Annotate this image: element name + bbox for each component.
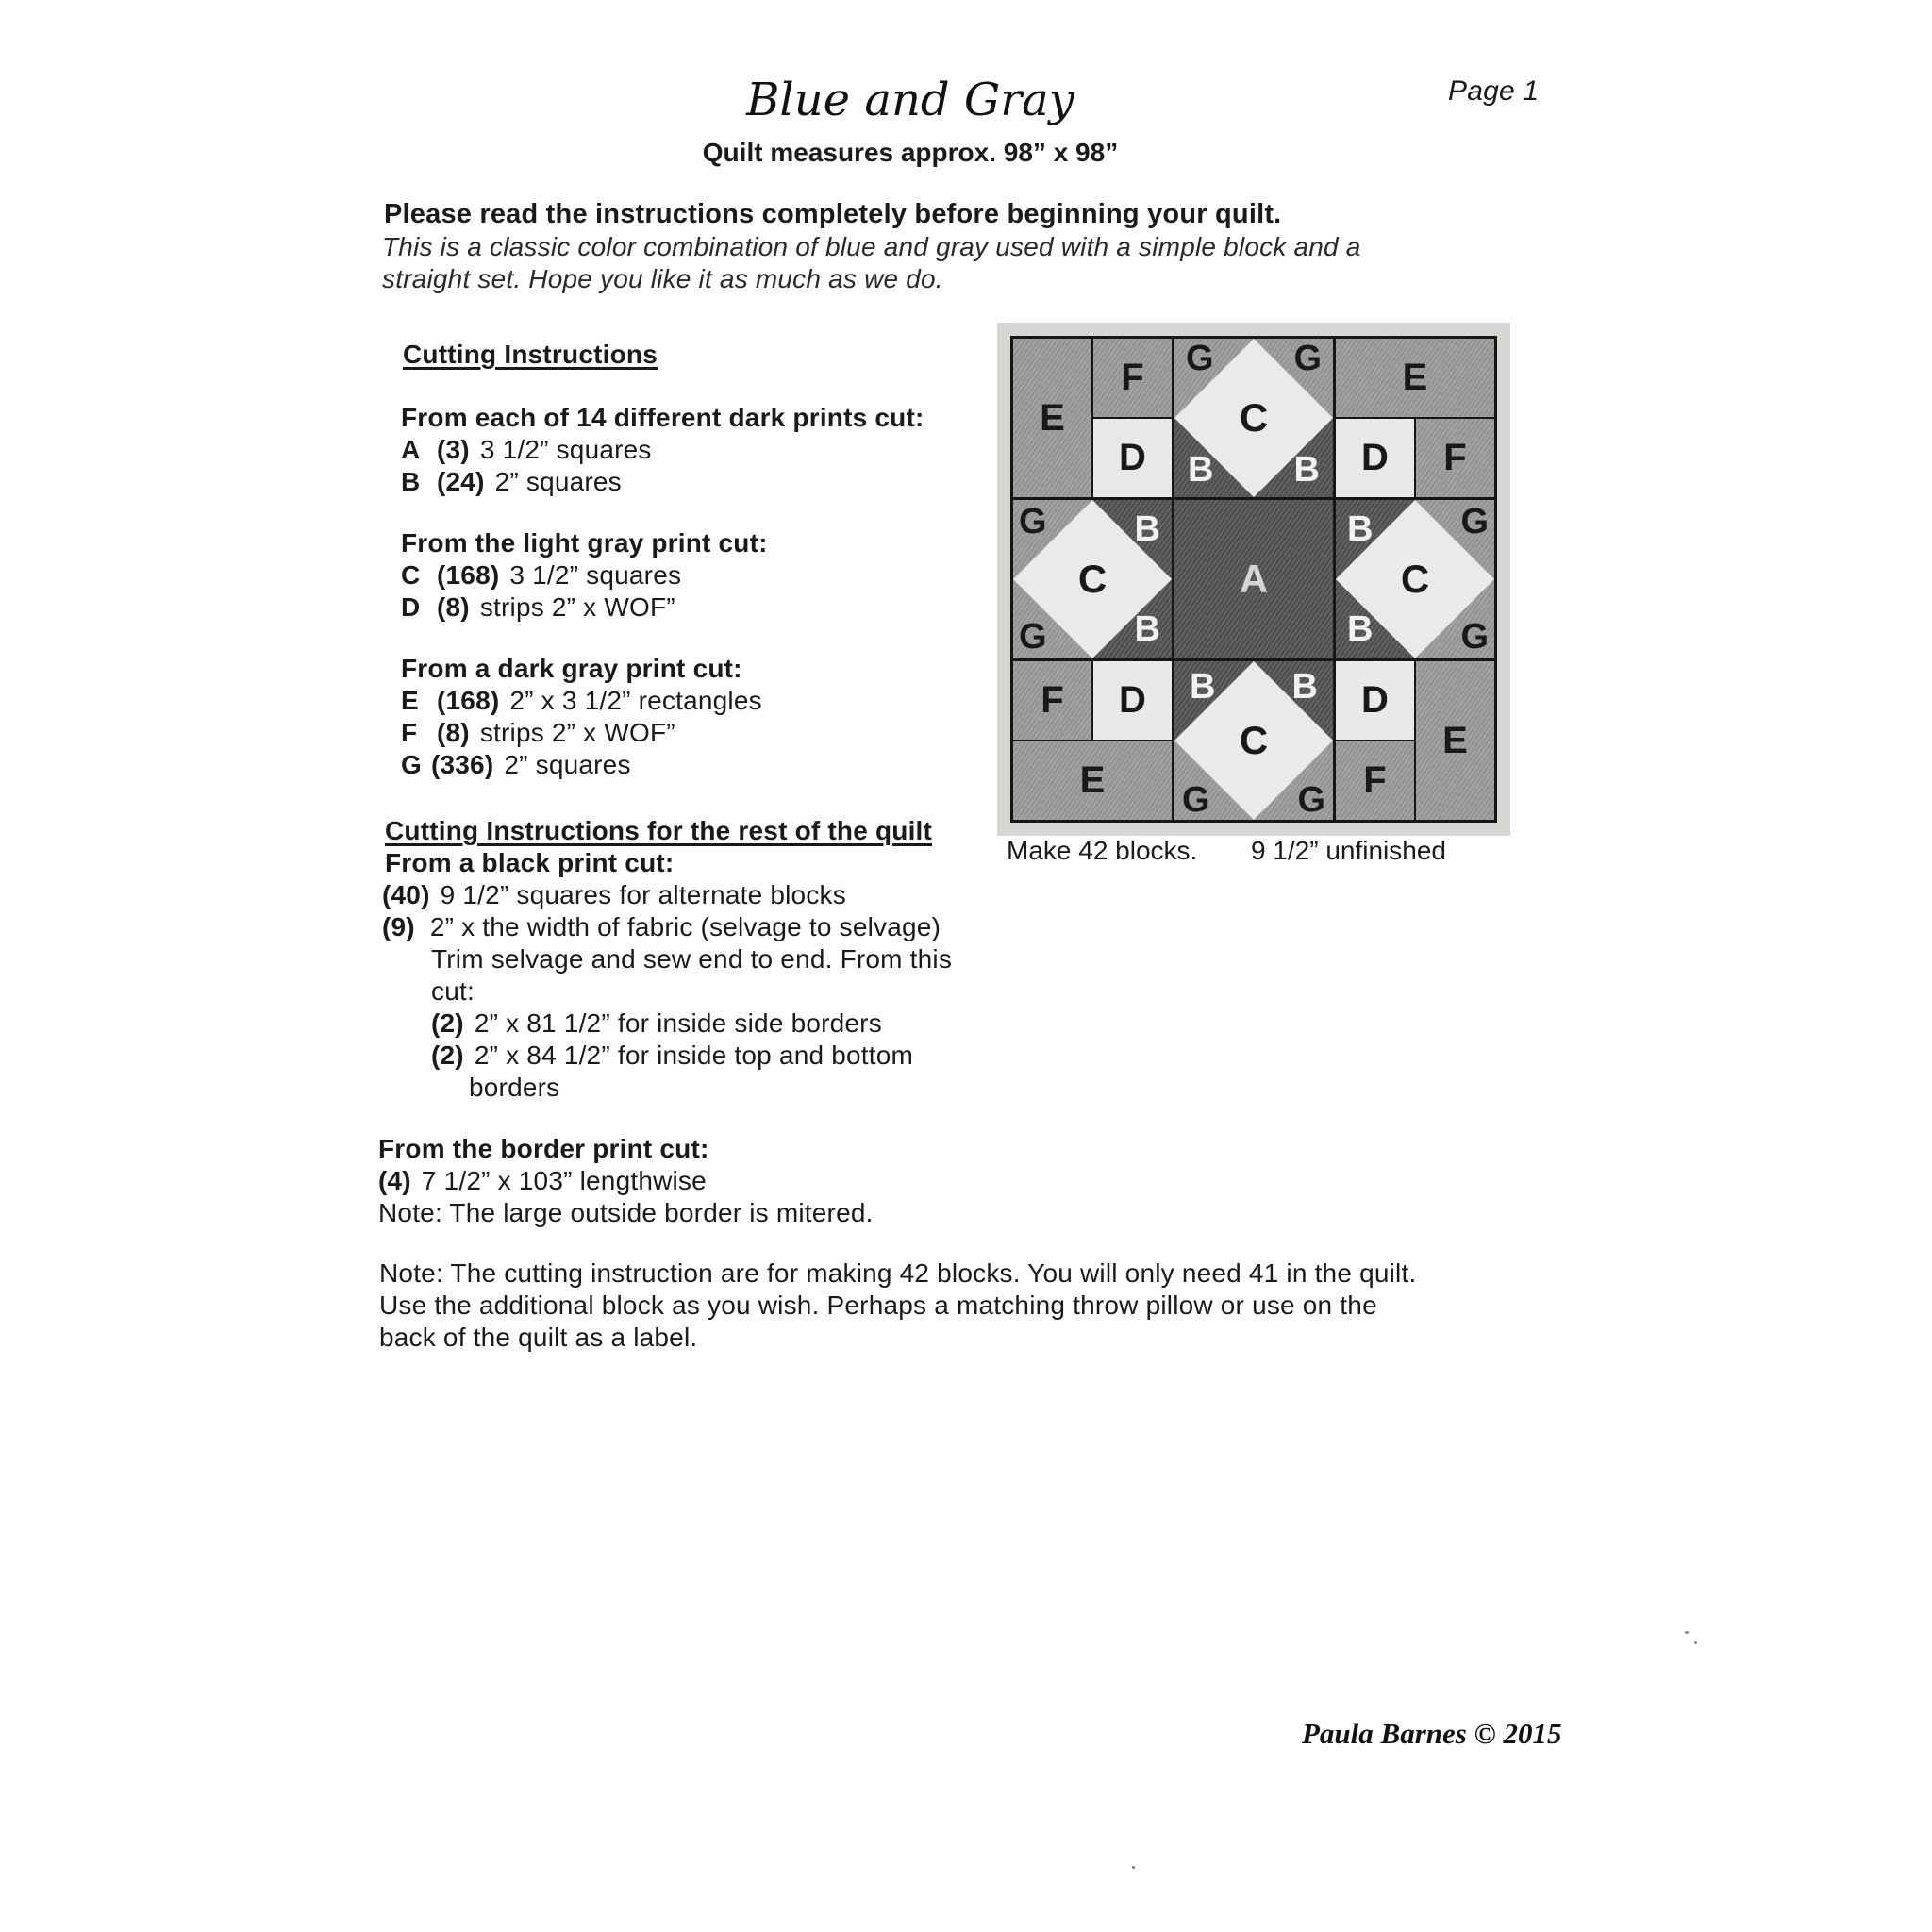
- quilt-piece-F: [1093, 339, 1172, 417]
- rest-item: [382, 911, 941, 943]
- cutting-heading: Cutting Instructions: [403, 340, 658, 369]
- caption-unfinished-size: 9 1/2” unfinished: [1250, 836, 1446, 865]
- piece-qty: (168): [437, 686, 500, 715]
- rest-subheading: From a black print cut:: [385, 848, 675, 877]
- piece-letter: D: [1361, 437, 1389, 478]
- piece-letter: G: [1186, 339, 1214, 378]
- cutting-item: [401, 717, 675, 749]
- rest-sub-item-tail: borders: [469, 1073, 560, 1102]
- piece-qty: (2): [431, 1041, 464, 1070]
- corner-unit-top-left: [1013, 339, 1172, 497]
- piece-letter: F: [1121, 357, 1144, 398]
- section-title-light-gray: From the light gray print cut:: [401, 528, 768, 558]
- footer-credit: Paula Barnes © 2015: [1302, 1717, 1562, 1750]
- piece-desc: 2” x 3 1/2” rectangles: [509, 686, 762, 715]
- piece-qty: (8): [437, 592, 470, 622]
- piece-desc: 9 1/2” squares for alternate blocks: [440, 880, 846, 909]
- piece-letter: C: [1077, 557, 1108, 601]
- piece-qty: (4): [378, 1166, 411, 1195]
- piece-letter: E: [1040, 396, 1065, 439]
- rest-sub-item: [431, 1040, 913, 1072]
- quilt-piece-D: [1336, 661, 1414, 740]
- piece-letter: D: [1119, 679, 1146, 721]
- piece-letter: E: [1442, 719, 1468, 761]
- diagram-caption: [997, 836, 1510, 866]
- piece-desc: 3 1/2” squares: [479, 435, 652, 464]
- piece-letter: C: [1239, 395, 1269, 440]
- intro-italic-line-2: straight set. Hope you like it as much as we do.: [382, 264, 943, 293]
- piece-letter: B: [1293, 450, 1320, 490]
- piece-qty: (336): [430, 750, 494, 779]
- piece-letter: G: [1460, 502, 1489, 541]
- diamond-unit-bottom: [1174, 661, 1333, 820]
- quilt-piece-F: [1416, 419, 1494, 497]
- quilt-block-diagram: [997, 323, 1510, 836]
- bottom-note-line: back of the quilt as a label.: [379, 1323, 698, 1352]
- piece-letter: G: [1293, 339, 1322, 378]
- page-subtitle: Quilt measures approx. 98” x 98”: [702, 138, 1119, 167]
- bottom-note-line: Use the additional block as you wish. Perhaps a matching throw pillow or use on the: [379, 1291, 1377, 1320]
- rest-continuation: cut:: [431, 976, 475, 1006]
- piece-letter: C: [1400, 557, 1430, 601]
- section-title-dark-gray: From a dark gray print cut:: [401, 654, 742, 683]
- piece-qty: (2): [431, 1008, 464, 1038]
- corner-unit-top-right: [1336, 339, 1494, 497]
- page-number: Page 1: [1448, 75, 1540, 107]
- cutting-item: [401, 559, 681, 591]
- piece-letter: D: [1119, 437, 1146, 478]
- rest-heading: Cutting Instructions for the rest of the quilt: [385, 816, 933, 845]
- piece-label: F: [401, 718, 418, 747]
- corner-unit-bottom-left: [1013, 661, 1172, 820]
- quilt-piece-E: [1013, 741, 1172, 820]
- piece-desc: 2” squares: [504, 750, 631, 779]
- quilt-piece-D: [1093, 661, 1172, 740]
- piece-qty: (24): [437, 467, 485, 496]
- piece-qty: (40): [382, 880, 430, 909]
- piece-letter: F: [1363, 759, 1387, 801]
- scan-speck: [1132, 1866, 1135, 1869]
- piece-letter: B: [1134, 509, 1160, 549]
- piece-letter: E: [1079, 759, 1106, 801]
- quilt-piece-E: [1416, 661, 1494, 820]
- cutting-item: [401, 749, 631, 781]
- piece-qty: (168): [437, 560, 500, 590]
- cutting-item: [401, 685, 762, 717]
- piece-letter: G: [1019, 617, 1047, 657]
- quilt-piece-E: [1013, 339, 1091, 497]
- piece-desc: 3 1/2” squares: [509, 560, 682, 590]
- piece-desc: 2” x 81 1/2” for inside side borders: [474, 1008, 882, 1038]
- piece-label: G: [401, 750, 422, 779]
- border-item: [378, 1165, 707, 1197]
- piece-letter: G: [1019, 502, 1047, 541]
- piece-letter: G: [1297, 780, 1325, 820]
- rest-item: [382, 879, 846, 911]
- cutting-item: [401, 466, 622, 498]
- quilt-piece-F: [1336, 741, 1414, 820]
- piece-desc: 2” squares: [494, 467, 622, 496]
- piece-letter: B: [1347, 609, 1374, 649]
- piece-label: E: [401, 686, 419, 715]
- piece-label: A: [401, 435, 421, 464]
- page-title: Blue and Gray: [746, 74, 1074, 126]
- piece-desc: 7 1/2” x 103” lengthwise: [421, 1166, 707, 1195]
- rest-continuation: Trim selvage and sew end to end. From this: [431, 944, 953, 974]
- piece-desc: 2” x the width of fabric (selvage to selvage): [429, 912, 941, 941]
- piece-qty: (9): [382, 912, 415, 941]
- cutting-item: [401, 591, 675, 624]
- rest-sub-item: [431, 1008, 882, 1040]
- piece-desc: strips 2” x WOF”: [479, 592, 675, 622]
- section-title-dark-prints: From each of 14 different dark prints cut:: [401, 403, 924, 432]
- piece-letter: D: [1361, 679, 1389, 721]
- corner-unit-bottom-right: [1336, 661, 1494, 820]
- diamond-unit-right: [1336, 500, 1494, 658]
- piece-letter: B: [1347, 509, 1374, 549]
- piece-letter: A: [1239, 557, 1269, 601]
- diamond-unit-left: [1013, 500, 1172, 658]
- piece-letter: C: [1239, 718, 1269, 762]
- piece-letter: B: [1134, 609, 1160, 649]
- piece-letter: B: [1188, 450, 1214, 490]
- quilt-block: [1010, 336, 1497, 823]
- intro-bold-line: Please read the instructions completely before beginning your quilt.: [384, 199, 1282, 229]
- border-note: Note: The large outside border is mitered.: [378, 1198, 874, 1227]
- scan-speck: [1685, 1631, 1689, 1634]
- quilt-piece-D: [1093, 419, 1172, 497]
- piece-letter: B: [1291, 667, 1318, 707]
- border-heading: From the border print cut:: [378, 1134, 709, 1163]
- piece-letter: E: [1402, 357, 1428, 398]
- intro-italic-line-1: This is a classic color combination of blue and gray used with a simple block and a: [382, 232, 1361, 261]
- piece-letter: B: [1190, 667, 1216, 707]
- piece-label: D: [401, 592, 421, 622]
- quilt-piece-D: [1336, 419, 1414, 497]
- piece-label: B: [401, 467, 421, 496]
- piece-letter: F: [1041, 679, 1064, 721]
- piece-desc: strips 2” x WOF”: [479, 718, 675, 747]
- piece-qty: (3): [437, 435, 470, 464]
- bottom-note-line: Note: The cutting instruction are for making 42 blocks. You will only need 41 in the quilt.: [379, 1258, 1417, 1288]
- caption-make-blocks: Make 42 blocks.: [1007, 836, 1198, 865]
- piece-letter: F: [1443, 437, 1467, 478]
- quilt-piece-E: [1336, 339, 1494, 417]
- piece-label: C: [401, 560, 421, 590]
- piece-desc: 2” x 84 1/2” for inside top and bottom: [474, 1041, 914, 1070]
- diamond-unit-top: [1174, 339, 1333, 497]
- quilt-piece-A: [1174, 500, 1333, 658]
- piece-letter: G: [1182, 780, 1210, 820]
- piece-qty: (8): [437, 718, 470, 747]
- cutting-item: [401, 434, 652, 466]
- quilt-piece-F: [1013, 661, 1091, 740]
- piece-letter: G: [1460, 617, 1489, 657]
- scan-speck: [1694, 1641, 1697, 1644]
